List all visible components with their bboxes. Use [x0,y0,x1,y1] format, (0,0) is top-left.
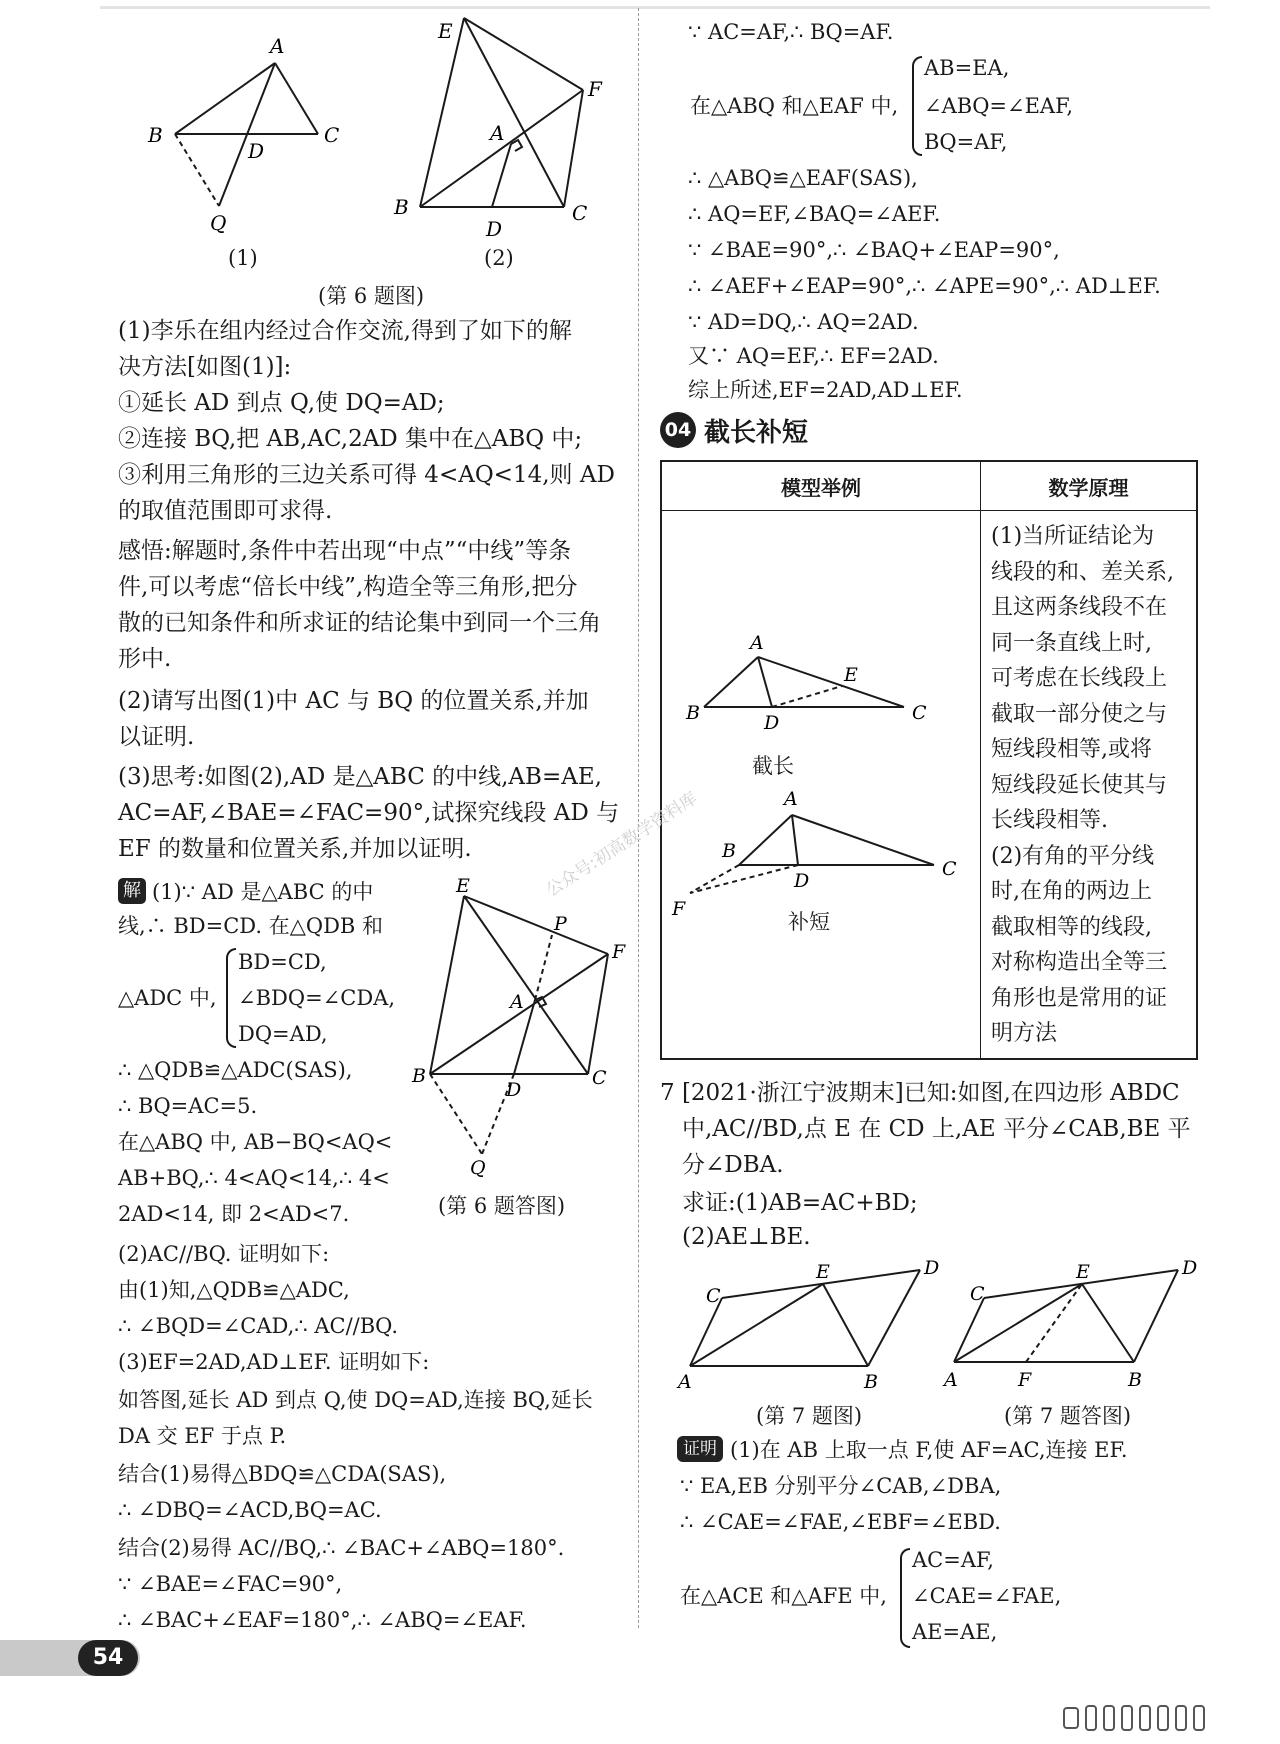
problem-7-line: 中,AC//BD,点 E 在 CD 上,AE 平分∠CAB,BE 平 [682,1116,1191,1142]
text-line: 件,可以考虑“倍长中线”,构造全等三角形,把分 [118,574,578,600]
brace [226,948,236,1048]
label-C: C [912,702,927,724]
proof-line: AB=EA, [924,56,1010,80]
proof-7-line: 在△ACE 和△AFE 中, [680,1584,887,1608]
brace [900,1548,910,1648]
label-B: B [148,123,163,147]
label-D: D [486,217,503,240]
proof-line: 综上所述,EF=2AD,AD⊥EF. [688,378,963,402]
label-E: E [438,19,453,43]
problem-7-line: 求证:(1)AB=AC+BD; [682,1190,918,1216]
figure-7-answer-caption: (第 7 题答图) [1004,1404,1132,1428]
figure-6-answer [410,878,635,1178]
proof-line: (2)AC//BQ. 证明如下: [118,1242,330,1266]
label-F: F [1018,1369,1032,1391]
text-line: 决方法[如图(1)]: [118,354,292,380]
solution-line: ∠BDQ=∠CDA, [238,986,396,1010]
text-line: ②连接 BQ,把 AB,AC,2AD 集中在△ABQ 中; [118,426,583,452]
proof-line: 又∵ AQ=EF,∴ EF=2AD. [688,344,939,368]
problem-7-line: (2)AE⊥BE. [682,1224,811,1250]
figure-6-2 [390,10,620,240]
text-line: 散的已知条件和所求证的结论集中到同一个三角 [118,610,601,636]
label-Q: Q [470,1157,486,1178]
proof-7-line: ∴ ∠CAE=∠FAE,∠EBF=∠EBD. [680,1510,1001,1534]
solution-line: (1)∵ AD 是△ABC 的中 [152,880,374,904]
table-header-principle: 数学原理 [981,461,1198,511]
proof-line: BQ=AF, [924,130,1008,154]
corner-marks-icon [1060,1700,1240,1736]
label-E: E [456,878,470,897]
proof-line: ∵ AC=AF,∴ BQ=AF. [688,20,894,44]
label-B: B [686,702,700,724]
watermark: 公众号:初高数学资料库 [542,788,701,901]
text-line: (2)请写出图(1)中 AC 与 BQ 的位置关系,并加 [118,688,589,714]
brace [912,56,922,156]
proof-line: (3)EF=2AD,AD⊥EF. 证明如下: [118,1350,430,1374]
label-A: A [270,34,285,58]
text-line: (1)李乐在组内经过合作交流,得到了如下的解 [118,318,572,344]
label-A: A [944,1369,958,1391]
text-line: 以证明. [118,724,195,750]
label-Q: Q [210,211,227,235]
proof-7-line: ∵ EA,EB 分别平分∠CAB,∠DBA, [680,1474,1002,1498]
label-B: B [1128,1369,1142,1391]
solution-line: 在△ABQ 中, AB−BQ<AQ< [118,1130,393,1154]
solution-line: 线,∴ BD=CD. 在△QDB 和 [118,914,384,938]
text-line: AC=AF,∠BAE=∠FAC=90°,试探究线段 AD 与 [118,800,620,826]
label-D: D [248,139,265,163]
label-C: C [970,1283,985,1305]
label-A: A [490,121,505,145]
label-B: B [412,1065,426,1087]
label-D: D [764,712,780,734]
label-D: D [924,1257,940,1279]
label-C: C [592,1067,607,1089]
label-F: F [672,898,686,920]
problem-7-line: 7 [2021·浙江宁波期末]已知:如图,在四边形 ABDC [660,1080,1180,1106]
section-number-badge: 04 [660,412,696,448]
proof-line: 如答图,延长 AD 到点 Q,使 DQ=AD,连接 BQ,延长 [118,1388,593,1412]
figure-6-answer-caption: (第 6 题答图) [438,1194,566,1218]
label-D: D [1182,1257,1198,1279]
label-C: C [324,123,340,147]
label-cut-long: 截长 [752,754,794,778]
figure-6-1 [140,30,380,250]
label-F: F [588,77,602,101]
proof-line: ∴ △ABQ≌△EAF(SAS), [688,166,918,190]
label-B: B [394,195,409,219]
figure-6-2-sublabel: (2) [484,246,514,270]
label-A: A [678,1371,692,1393]
solution-line: BD=CD, [238,950,327,974]
top-edge-stripe [100,6,1210,9]
label-C: C [706,1285,721,1307]
label-E: E [1076,1261,1090,1283]
proof-line: ∠ABQ=∠EAF, [924,94,1074,118]
text-line: ①延长 AD 到点 Q,使 DQ=AD; [118,390,445,416]
label-A: A [510,991,524,1013]
solution-line: △ADC 中, [118,986,217,1010]
proof-7-line: (1)在 AB 上取一点 F,使 AF=AC,连接 EF. [730,1438,1128,1462]
proof-7-line: ∠CAE=∠FAE, [912,1584,1062,1608]
label-A: A [784,788,798,810]
text-line: ③利用三角形的三边关系可得 4<AQ<14,则 AD [118,462,615,488]
figure-7-caption: (第 7 题图) [756,1404,863,1428]
label-C: C [942,858,957,880]
proof-line: ∴ ∠BQD=∠CAD,∴ AC//BQ. [118,1314,399,1338]
label-B: B [722,840,736,862]
label-A: A [750,632,764,654]
label-E: E [844,664,858,686]
problem-7-line: 分∠DBA. [682,1152,784,1178]
proof-line: ∵ ∠BAE=∠FAC=90°, [118,1572,343,1596]
label-C: C [572,201,588,225]
page-number: 54 [78,1640,138,1676]
figure-7-answer [940,1254,1210,1394]
proof-line: ∵ ∠BAE=90°,∴ ∠BAQ+∠EAP=90°, [688,238,1060,262]
label-E: E [816,1261,830,1283]
table-header-model: 模型举例 [661,461,981,511]
text-line: 感悟:解题时,条件中若出现“中点”“中线”等条 [118,538,572,564]
label-B: B [864,1371,878,1393]
solution-line: DQ=AD, [238,1022,328,1046]
solution-line: ∴ BQ=AC=5. [118,1094,258,1118]
label-D: D [794,870,810,892]
proof-7-line: AC=AF, [912,1548,994,1572]
proof-line: ∴ ∠BAC+∠EAF=180°,∴ ∠ABQ=∠EAF. [118,1608,527,1632]
label-D: D [506,1079,522,1101]
proof-line: 由(1)知,△QDB≌△ADC, [118,1278,350,1302]
label-P: P [554,913,567,935]
solution-badge: 解 [118,878,146,904]
proof-line: 在△ABQ 和△EAF 中, [690,94,899,118]
principle-text: (1)当所证结论为 线段的和、差关系, 且这两条线段不在 同一条直线上时, 可考虑在长线段上 截取一部分使之与 短线段相等,或将 短线段延长使其与 长线段相等. (2)有角的平分线 时,在角的两边上 截取相等的线段, 对称构造出全等三 角形也是常用的证 明方法 [981,511,1198,1060]
text-line: EF 的数量和位置关系,并加以证明. [118,836,472,862]
proof-line: ∴ ∠AEF+∠EAP=90°,∴ ∠APE=90°,∴ AD⊥EF. [688,274,1161,298]
text-line: 的取值范围即可求得. [118,498,333,524]
section-title: 截长补短 [704,418,809,448]
proof-line: 结合(1)易得△BDQ≌△CDA(SAS), [118,1462,447,1486]
text-line: (3)思考:如图(2),AD 是△ABC 的中线,AB=AE, [118,764,602,790]
proof-line: 结合(2)易得 AC//BQ,∴ ∠BAC+∠ABQ=180°. [118,1536,565,1560]
proof-7-line: AE=AE, [912,1620,998,1644]
solution-line: 2AD<14, 即 2<AD<7. [118,1202,350,1226]
solution-line: AB+BQ,∴ 4<AQ<14,∴ 4< [118,1166,390,1190]
label-F: F [612,941,626,963]
solution-line: ∴ △QDB≌△ADC(SAS), [118,1058,353,1082]
proof-line: ∵ AD=DQ,∴ AQ=2AD. [688,310,919,334]
proof-line: ∴ AQ=EF,∠BAQ=∠AEF. [688,202,941,226]
label-fill-short: 补短 [788,910,830,934]
figure-6-caption: (第 6 题图) [318,284,425,308]
model-example-diagrams [664,625,979,925]
proof-line: ∴ ∠DBQ=∠ACD,BQ=AC. [118,1498,382,1522]
figure-7 [670,1254,950,1394]
proof-badge: 证明 [677,1436,723,1462]
proof-line: DA 交 EF 于点 P. [118,1424,287,1448]
text-line: 形中. [118,646,172,672]
figure-6-1-sublabel: (1) [228,246,258,270]
